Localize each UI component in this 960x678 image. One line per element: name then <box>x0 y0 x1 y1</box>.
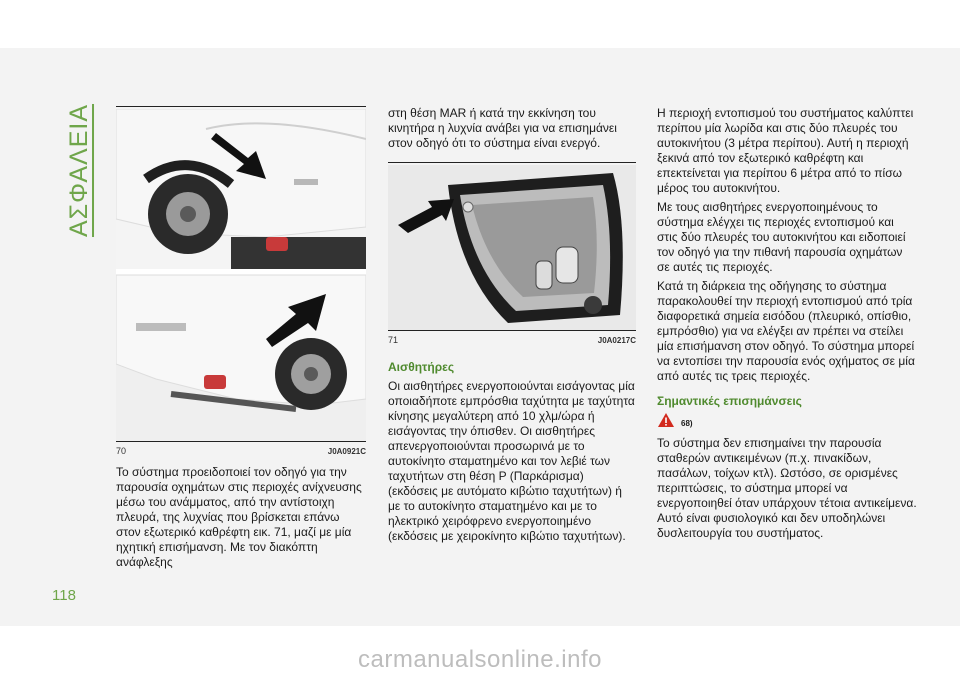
top-margin <box>0 0 960 48</box>
warning-ref-number: 68) <box>681 419 693 428</box>
section-tab <box>60 100 100 240</box>
body-paragraph: Το σύστημα δεν επισημαίνει την παρουσία σταθερών αντικειμένων (π.χ. πινακίδων, πασάλων, τοίχων κτλ). Ωστόσο, σε ορισμένες περιπτώσεις, το σύστημα μπορεί να ενεργοποιηθεί όταν υπάρχουν τέτοια αντικείμενα. Αυτό είναι φυσιολογικό και δεν υποδηλώνει δυσλειτουργία του συστήματος. <box>657 436 917 540</box>
important-notes-heading: Σημαντικές επισημάνσεις <box>657 394 802 408</box>
body-paragraph: Κατά τη διάρκεια της οδήγησης το σύστημα παρακολουθεί την περιοχή εντοπισμού από τρία διαφορετικά σημεία εισόδου (πλευρικό, οπίσθιο, εμπρόσθιο) για να ελέγξει αν πρέπει να στείλει μία επισήμανση στον οδηγό. Το σύστημα μπορεί να εντοπίσει την παρουσία ενός οχήματος σε μία από αυτές τις τρεις περιοχές. <box>657 279 915 383</box>
figure-70-image <box>116 109 366 441</box>
body-paragraph: στη θέση MAR ή κατά την εκκίνηση του κινητήρα η λυχνία ανάβει για να επισημάνει στον οδηγό ότι το σύστημα είναι ενεργό. <box>388 106 617 150</box>
figure-top-rule <box>388 162 636 163</box>
body-paragraph: Το σύστημα προειδοποιεί τον οδηγό για την παρουσία οχημάτων στις περιοχές ανίχνευσης μέσω του ανάμματος, από την αντίστοιχη πλευρά, της λυχνίας που βρίσκεται επάνω στον εξωτερικό καθρέφτη εικ. 71, μαζί με μία ηχητική επισήμανση. Με τον διακόπτη ανάφλεξης <box>116 465 362 569</box>
side-mirror-photo <box>388 165 636 330</box>
figure-71-image <box>388 165 636 330</box>
body-paragraph: Η περιοχή εντοπισμού του συστήματος καλύπτει περίπου μία λωρίδα και στις δύο πλευρές του αυτοκινήτου (3 μέτρα περίπου). Αυτή η περιοχή ξεκινά από τον εξωτερικό καθρέφτη και επεκτείνεται για περίπου 6 μέτρα από το πίσω μέρος του αυτοκινήτου. <box>657 106 914 195</box>
figure-71-code: J0A0217C <box>597 336 636 345</box>
rear-bumper-photo <box>116 109 366 441</box>
figure-70-code: J0A0921C <box>327 447 366 456</box>
page-number: 118 <box>52 587 76 604</box>
figure-71-caption <box>388 330 636 348</box>
warning-triangle-icon <box>657 412 675 428</box>
column-1 <box>116 106 366 570</box>
section-title: ΑΣΦΑΛΕΙΑ <box>65 103 94 237</box>
figure-70-caption <box>116 441 366 459</box>
figure-71-number: 71 <box>388 335 399 345</box>
column-2 <box>388 106 636 544</box>
figure-70-number: 70 <box>116 446 127 456</box>
figure-top-rule <box>116 106 366 107</box>
sensors-heading: Αισθητήρες <box>388 360 455 374</box>
warning-reference <box>657 412 917 431</box>
body-paragraph: Οι αισθητήρες ενεργοποιούνται εισάγοντας μία οποιαδήποτε εμπρόσθια ταχύτητα με ταχύτητα κίνησης μεγαλύτερη από 10 χλμ/ώρα ή εισάγοντας την όπισθεν. Οι αισθητήρες απενεργοποιούνται προσωρινά με το αυτοκίνητο σταματημένο και τον λεβιέ των ταχυτήτων στη θέση P (Παρκάρισμα) (εκδόσεις με αυτόματο κιβώτιο ταχυτήτων) ή με το αυτοκίνητο σταματημένο και με το ηλεκτρικό χειρόφρενο ενεργοποιημένο (εκδόσεις με χειροκίνητο κιβώτιο ταχυτήτων). <box>388 379 635 543</box>
column-3 <box>657 106 917 541</box>
body-paragraph: Με τους αισθητήρες ενεργοποιημένους το σύστημα ελέγχει τις περιοχές εντοπισμού και στις δύο πλευρές του αυτοκινήτου και ειδοποιεί τον οδηγό για την πιθανή παρουσία οχημάτων σε αυτές τις περιοχές. <box>657 200 906 274</box>
watermark: carmanualsonline.info <box>358 646 602 673</box>
